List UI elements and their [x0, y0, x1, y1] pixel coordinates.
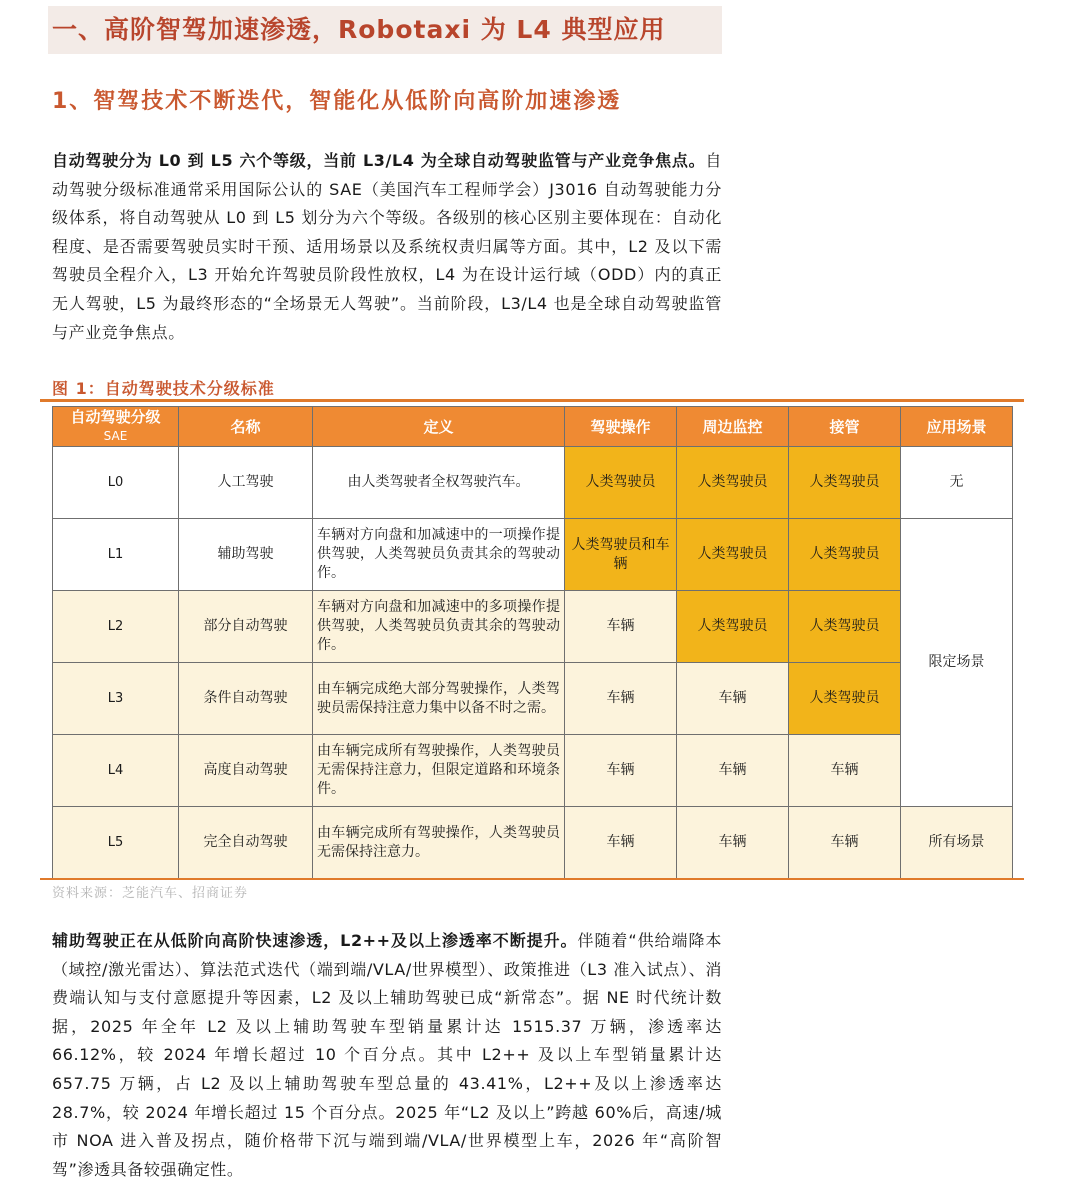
figure-bottom-rule: [40, 878, 1024, 880]
paragraph-levels: [52, 147, 722, 347]
cell-level: L4: [53, 735, 179, 807]
cell-takeover: 车辆: [789, 735, 901, 807]
table-row: [53, 735, 1013, 807]
cell-monitoring: 人类驾驶员: [677, 591, 789, 663]
cell-scenario-merged: 限定场景: [901, 519, 1013, 807]
cell-name: 完全自动驾驶: [179, 807, 313, 879]
table-row: [53, 447, 1013, 519]
header-monitoring: 周边监控: [677, 407, 789, 447]
header-takeover: 接管: [789, 407, 901, 447]
cell-level: L5: [53, 807, 179, 879]
figure-top-rule: [40, 399, 1024, 402]
header-scenario: 应用场景: [901, 407, 1013, 447]
header-definition: 定义: [313, 407, 565, 447]
cell-definition: 由车辆完成绝大部分驾驶操作，人类驾驶员需保持注意力集中以备不时之需。: [313, 663, 565, 735]
figure-title: 图 1：自动驾驶技术分级标准: [52, 379, 275, 398]
cell-level: L2: [53, 591, 179, 663]
cell-monitoring: 人类驾驶员: [677, 519, 789, 591]
cell-operation: 人类驾驶员: [565, 447, 677, 519]
paragraph-levels-body: 自动驾驶分级标准通常采用国际公认的 SAE（美国汽车工程师学会）J3016 自动驾驶能力分级体系，将自动驾驶从 L0 到 L5 划分为六个等级。各级别的核心区别主要体现在：自动化程度、是否需要驾驶员实时干预、适用场景以及系统权责归属等方面。其中，L2 及以下需驾驶员全程介入，L3 开始允许驾驶员阶段性放权，L4 为在设计运行域（ODD）内的真正无人驾驶，L5 为最终形态的“全场景无人驾驶”。当前阶段，L3/L4 也是全球自动驾驶监管与产业竞争焦点。: [52, 151, 722, 342]
cell-operation: 车辆: [565, 663, 677, 735]
paragraph-levels-lead: 自动驾驶分为 L0 到 L5 六个等级，当前 L3/L4 为全球自动驾驶监管与产业竞争焦点。: [52, 151, 706, 170]
cell-definition: 车辆对方向盘和加减速中的一项操作提供驾驶，人类驾驶员负责其余的驾驶动作。: [313, 519, 565, 591]
subsection-title: 1、智驾技术不断迭代，智能化从低阶向高阶加速渗透: [52, 89, 622, 114]
cell-takeover: 人类驾驶员: [789, 519, 901, 591]
levels-table: [52, 406, 1013, 879]
cell-level: L3: [53, 663, 179, 735]
cell-takeover: 人类驾驶员: [789, 663, 901, 735]
cell-level: L0: [53, 447, 179, 519]
cell-scenario: 所有场景: [901, 807, 1013, 879]
cell-monitoring: 车辆: [677, 807, 789, 879]
cell-operation: 人类驾驶员和车辆: [565, 519, 677, 591]
cell-scenario: 无: [901, 447, 1013, 519]
cell-definition: 由人类驾驶者全权驾驶汽车。: [313, 447, 565, 519]
cell-monitoring: 车辆: [677, 735, 789, 807]
table-row: [53, 807, 1013, 879]
figure-source: 资料来源：芝能汽车、招商证券: [52, 886, 249, 901]
header-level: 自动驾驶分级 SAE: [53, 407, 179, 447]
paragraph-penetration: [52, 927, 722, 1184]
cell-takeover: 人类驾驶员: [789, 447, 901, 519]
cell-operation: 车辆: [565, 807, 677, 879]
cell-operation: 车辆: [565, 735, 677, 807]
cell-monitoring: 人类驾驶员: [677, 447, 789, 519]
cell-name: 辅助驾驶: [179, 519, 313, 591]
header-name: 名称: [179, 407, 313, 447]
paragraph-penetration-lead: 辅助驾驶正在从低阶向高阶快速渗透，L2++及以上渗透率不断提升。: [52, 931, 578, 950]
cell-level: L1: [53, 519, 179, 591]
cell-name: 条件自动驾驶: [179, 663, 313, 735]
table-header-row: [53, 407, 1013, 447]
cell-takeover: 人类驾驶员: [789, 591, 901, 663]
paragraph-penetration-body: 伴随着“供给端降本（域控/激光雷达）、算法范式迭代（端到端/VLA/世界模型）、政策推进（L3 准入试点）、消费端认知与支付意愿提升等因素，L2 及以上辅助驾驶已成“新常态”。据 NE 时代统计数据，2025 年全年 L2 及以上辅助驾驶车型销量累计达 1515.37 万辆，渗透率达 66.12%，较 2024 年增长超过 10 个百分点。其中 L2++ 及以上车型销量累计达 657.75 万辆，占 L2 及以上辅助驾驶车型总量的 43.41%，L2++及以上渗透率达 28.7%，较 2024 年增长超过 15 个百分点。2025 年“L2 及以上”跨越 60%后，高速/城市 NOA 进入普及拐点，随价格带下沉与端到端/VLA/世界模型上车，2026 年“高阶智驾”渗透具备较强确定性。: [52, 931, 722, 1179]
cell-name: 部分自动驾驶: [179, 591, 313, 663]
cell-name: 人工驾驶: [179, 447, 313, 519]
table-row: [53, 519, 1013, 591]
table-row: [53, 591, 1013, 663]
cell-operation: 车辆: [565, 591, 677, 663]
cell-takeover: 车辆: [789, 807, 901, 879]
cell-definition: 由车辆完成所有驾驶操作，人类驾驶员无需保持注意力。: [313, 807, 565, 879]
section-title: 一、高阶智驾加速渗透，Robotaxi 为 L4 典型应用: [52, 15, 666, 44]
header-operation: 驾驶操作: [565, 407, 677, 447]
table-row: [53, 663, 1013, 735]
cell-definition: 由车辆完成所有驾驶操作，人类驾驶员无需保持注意力，但限定道路和环境条件。: [313, 735, 565, 807]
cell-name: 高度自动驾驶: [179, 735, 313, 807]
cell-definition: 车辆对方向盘和加减速中的多项操作提供驾驶，人类驾驶员负责其余的驾驶动作。: [313, 591, 565, 663]
cell-monitoring: 车辆: [677, 663, 789, 735]
